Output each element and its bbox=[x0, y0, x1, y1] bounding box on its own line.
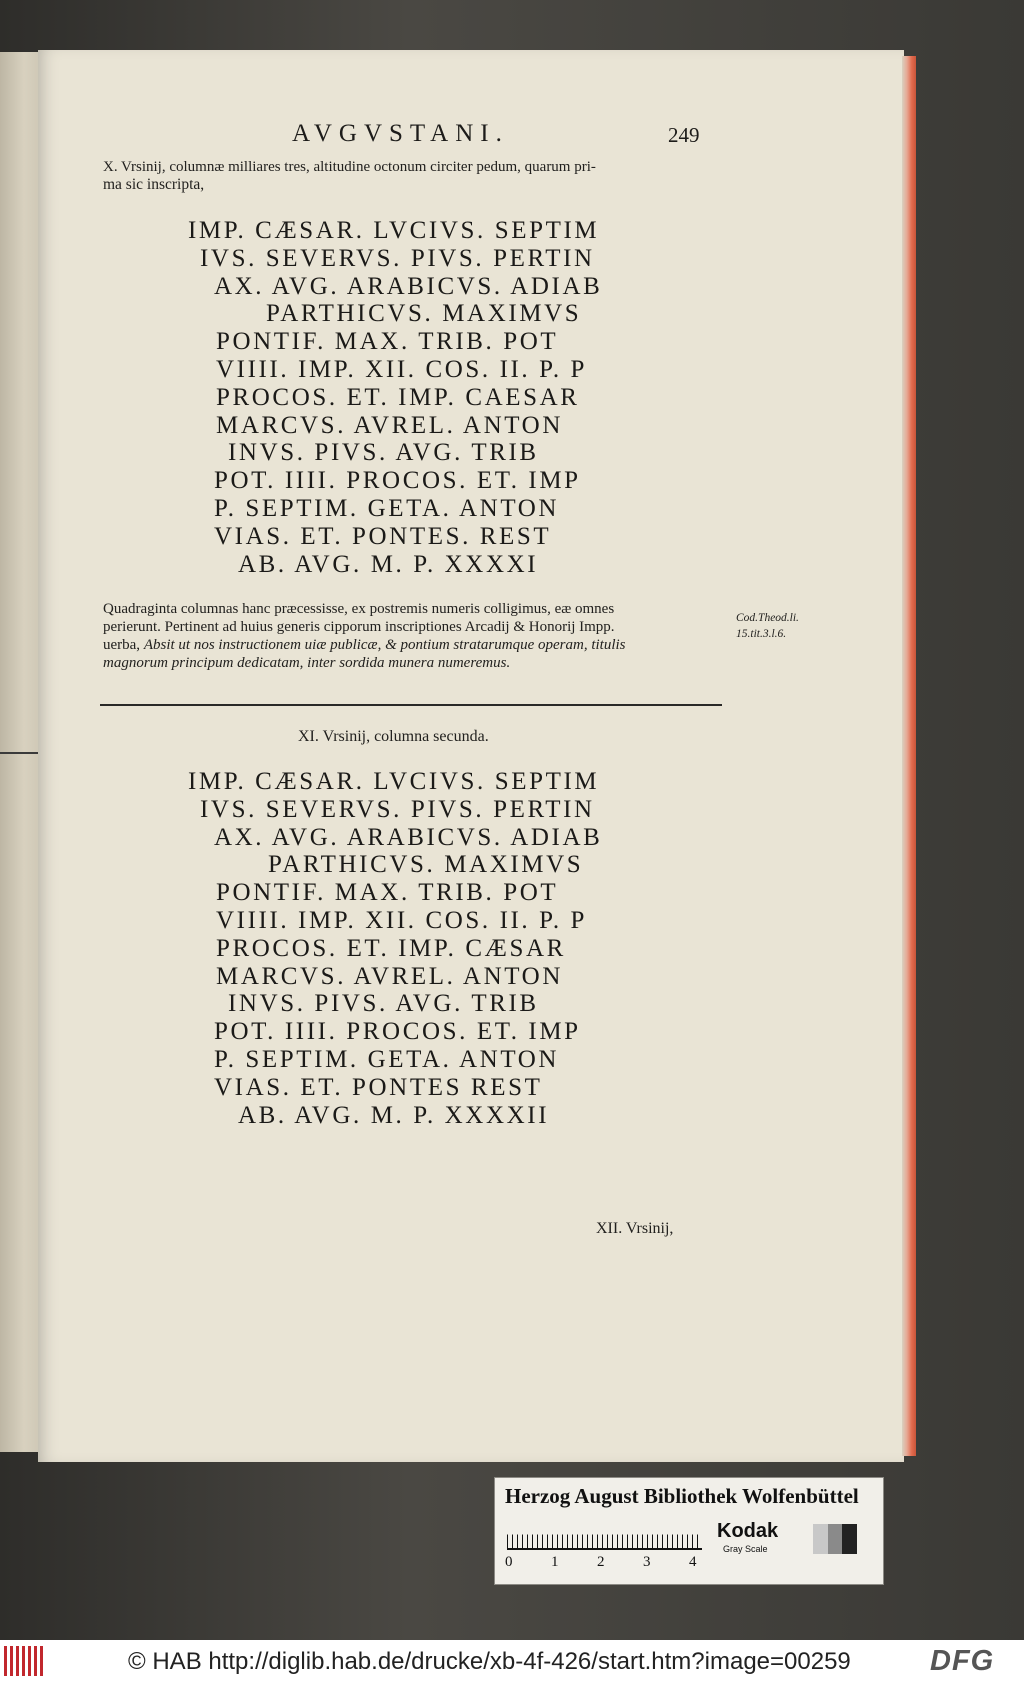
inscription-line: POT. IIII. PROCOS. ET. IMP bbox=[214, 1018, 581, 1046]
inscription-line: AB. AVG. M. P. XXXXI bbox=[238, 550, 539, 578]
inscription-line: AX. AVG. ARABICVS. ADIAB bbox=[214, 823, 603, 851]
gray-patch bbox=[842, 1524, 857, 1554]
ruler-number: 2 bbox=[597, 1554, 605, 1570]
commentary-quote: Absit ut nos instructionem uiæ publicæ, & pontium stratarumque operam, titulis bbox=[143, 637, 626, 653]
dfg-logo: DFG bbox=[930, 1645, 995, 1677]
inscription-line: IVS. SEVERVS. PIVS. PERTIN bbox=[200, 244, 595, 272]
inscription-line: IVS. SEVERVS. PIVS. PERTIN bbox=[200, 795, 595, 823]
inscription-line: PONTIF. MAX. TRIB. POT bbox=[216, 879, 559, 907]
color-target-label bbox=[494, 1477, 884, 1585]
inscription-line: PARTHICVS. MAXIMVS bbox=[268, 851, 584, 879]
commentary-prefix: uerba, bbox=[103, 637, 141, 653]
library-name: Herzog August Bibliothek Wolfenbüttel bbox=[505, 1484, 859, 1508]
inscription-line: INVS. PIVS. AVG. TRIB bbox=[228, 439, 539, 467]
intro-paragraph bbox=[103, 158, 728, 194]
marginal-note-line: 15.tit.3.l.6. bbox=[736, 628, 787, 640]
intro-line: X. Vrsinij, columnæ milliares tres, altitudine octonum circiter pedum, quarum pri- bbox=[103, 159, 596, 175]
inscription-first-column bbox=[170, 217, 650, 578]
inscription-line: VIIII. IMP. XII. COS. II. P. P bbox=[216, 906, 588, 934]
gray-scale-label: Gray Scale bbox=[723, 1544, 768, 1554]
footer-source-link[interactable]: © HAB http://diglib.hab.de/drucke/xb-4f-426/start.htm?image=00259 bbox=[128, 1648, 851, 1675]
inscription-line: INVS. PIVS. AVG. TRIB bbox=[228, 990, 539, 1018]
inscription-line: MARCVS. AVREL. ANTON bbox=[216, 962, 563, 990]
ruler-number: 0 bbox=[505, 1554, 513, 1570]
inscription-line: AX. AVG. ARABICVS. ADIAB bbox=[214, 272, 603, 300]
gray-patch bbox=[813, 1524, 828, 1554]
kodak-logo: Kodak bbox=[717, 1520, 779, 1542]
inscription-line: PARTHICVS. MAXIMVS bbox=[266, 300, 582, 328]
inscription-line: PONTIF. MAX. TRIB. POT bbox=[216, 328, 559, 356]
page-edge-red bbox=[902, 56, 916, 1456]
inscription-line: VIAS. ET. PONTES. REST bbox=[214, 522, 552, 550]
inscription-line: IMP. CÆSAR. LVCIVS. SEPTIM bbox=[188, 217, 600, 244]
inscription-line: MARCVS. AVREL. ANTON bbox=[216, 411, 563, 439]
inscription-second-column bbox=[170, 768, 650, 1129]
catchword: XII. Vrsinij, bbox=[596, 1220, 674, 1237]
section-title: XI. Vrsinij, columna secunda. bbox=[298, 728, 489, 745]
page-number: 249 bbox=[668, 123, 700, 147]
ruler-number: 1 bbox=[551, 1554, 559, 1570]
inscription-line: PROCOS. ET. IMP. CÆSAR bbox=[216, 934, 566, 962]
inscription-line: POT. IIII. PROCOS. ET. IMP bbox=[214, 467, 581, 495]
intro-line: ma sic inscripta, bbox=[103, 176, 205, 193]
hab-logo-icon bbox=[4, 1646, 46, 1676]
commentary-line: Quadraginta columnas hanc præcessisse, ex postremis numeris colligimus, eæ omnes bbox=[103, 601, 615, 617]
footer-bar bbox=[0, 1640, 1024, 1682]
inscription-line: VIAS. ET. PONTES REST bbox=[214, 1073, 543, 1101]
previous-page-rule bbox=[0, 752, 40, 754]
inscription-line: P. SEPTIM. GETA. ANTON bbox=[214, 1045, 560, 1073]
running-head: AVGVSTANI. bbox=[292, 120, 509, 147]
gray-patches bbox=[813, 1524, 857, 1554]
commentary-quote-end: magnorum principum dedicatam, inter sordida munera numeremus. bbox=[103, 655, 511, 671]
gray-patch bbox=[828, 1524, 843, 1554]
commentary-line: perierunt. Pertinent ad huius generis cipporum inscriptiones Arcadij & Honorij Impp. bbox=[103, 619, 615, 635]
commentary-line-mixed bbox=[103, 636, 728, 654]
commentary-paragraph bbox=[103, 600, 728, 672]
ruler-number: 3 bbox=[643, 1554, 651, 1570]
inscription-line: VIIII. IMP. XII. COS. II. P. P bbox=[216, 355, 588, 383]
marginal-note-line: Cod.Theod.li. bbox=[736, 612, 799, 624]
inscription-line: PROCOS. ET. IMP. CAESAR bbox=[216, 383, 580, 411]
section-divider bbox=[100, 704, 722, 706]
marginal-note bbox=[736, 610, 826, 642]
ruler-scale bbox=[507, 1522, 702, 1550]
ruler-number: 4 bbox=[689, 1554, 697, 1570]
inscription-line: P. SEPTIM. GETA. ANTON bbox=[214, 494, 560, 522]
inscription-line: IMP. CÆSAR. LVCIVS. SEPTIM bbox=[188, 768, 600, 795]
inscription-line: AB. AVG. M. P. XXXXII bbox=[238, 1101, 550, 1129]
previous-page-edge bbox=[0, 52, 41, 1452]
